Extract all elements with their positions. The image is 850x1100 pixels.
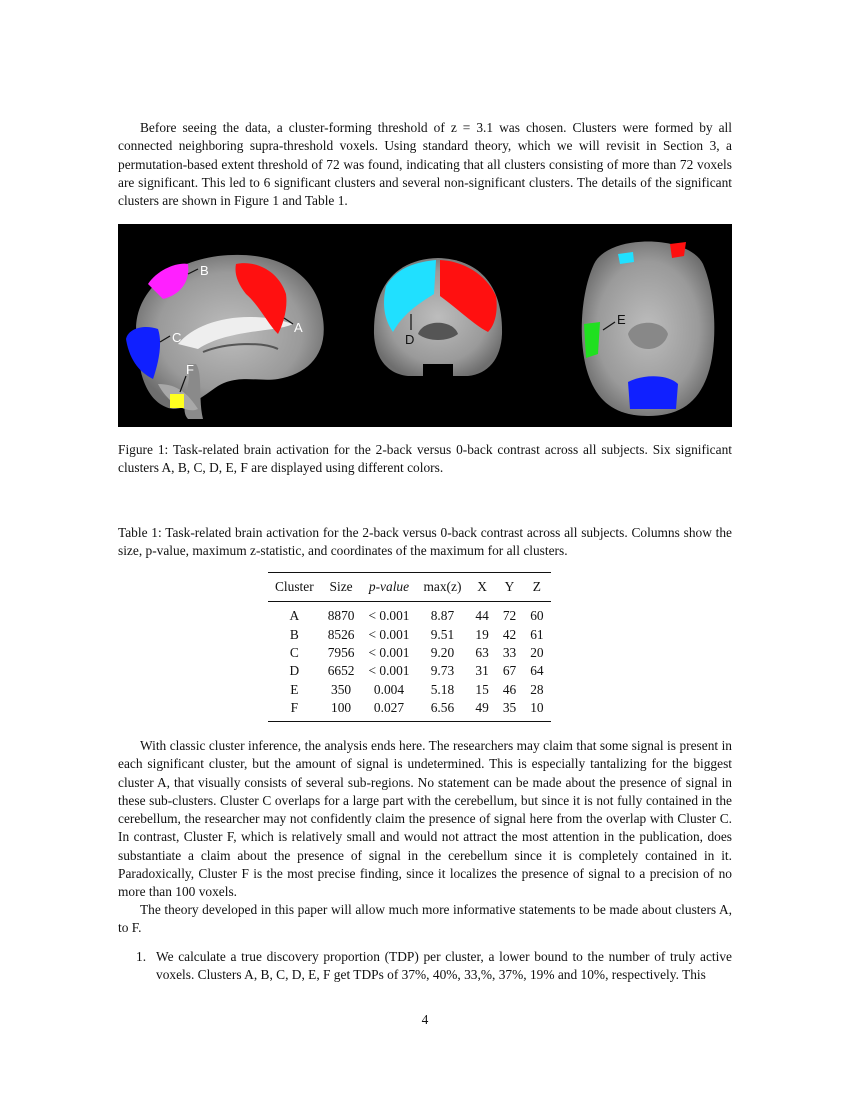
col-z: Z [523, 573, 550, 602]
label-e: E [617, 312, 626, 327]
cell: C [289, 645, 299, 661]
cell: 7956 [327, 645, 355, 661]
col-maxz: max(z) [417, 573, 469, 602]
cell: 33 [502, 645, 517, 661]
cell: F [268, 699, 321, 722]
col-pvalue: p-value [361, 573, 416, 602]
cluster-c-region [126, 327, 160, 379]
cell: 42 [502, 626, 517, 642]
cell: 49 [468, 699, 495, 722]
cell: < 0.001 [368, 645, 410, 661]
table-row [268, 699, 551, 722]
cell: A [289, 608, 300, 624]
figure-brain-activation [118, 224, 732, 427]
label-d: D [405, 332, 415, 347]
cluster-e-region [584, 322, 600, 358]
cell: < 0.001 [368, 608, 410, 624]
paragraph-theory: The theory developed in this paper will allow much more informative statements to be made about clusters A, to F. [118, 902, 732, 936]
cell: < 0.001 [368, 626, 410, 642]
table-caption: Table 1: Task-related brain activation for the 2-back versus 0-back contrast across all subjects. Columns show the size, p-value, maximum z-statistic, and coordinates of the maximum for all clusters. [118, 525, 732, 559]
figure-caption: Figure 1: Task-related brain activation for the 2-back versus 0-back contrast across all subjects. Six significant clusters A, B, C, D, E, F are displayed using different colors. [118, 442, 732, 476]
label-b: B [200, 263, 209, 278]
table-row [268, 602, 551, 626]
table-header-row [268, 573, 551, 602]
paragraph-threshold: Before seeing the data, a cluster-forming threshold of z = 3.1 was chosen. Clusters were formed by all connected neighboring supra-threshold voxels. Using standard theory, which we will revisit in Section 3, a permutation-based extent threshold of 72 was found, indicating that all clusters consisting of more than 72 voxels are significant. This led to 6 significant clusters and several non-significant clusters. The details of the significant clusters are shown in Figure 1 and Table 1. [118, 120, 732, 209]
label-a: A [294, 320, 303, 335]
cell: 350 [331, 681, 352, 697]
cluster-a-region-axial [670, 242, 686, 258]
cell: 46 [502, 681, 517, 697]
table-row [268, 662, 551, 680]
cell: 6.56 [417, 699, 469, 722]
cell: 0.004 [373, 681, 405, 697]
cell: 44 [475, 608, 489, 624]
list-item-text: We calculate a true discovery proportion (TDP) per cluster, a lower bound to the number of truly active voxels. Clusters A, B, C, D, E, F get TDPs of 37%, 40%, 33,%, 37%, 19% and 10%, respectively. This [156, 949, 732, 983]
cell: 72 [502, 608, 517, 624]
table-row [268, 644, 551, 662]
table-row [268, 680, 551, 698]
list-item [136, 948, 732, 985]
cell: 28 [530, 681, 544, 697]
paragraph-classic-inference: With classic cluster inference, the analysis ends here. The researchers may claim that some signal is present in each significant cluster, but the amount of signal is undetermined. This is especially tantalizing for the biggest cluster A, that visually consists of several sub-regions. No statement can be made about the presence of signal in these sub-clusters. Cluster C overlaps for a large part with the cerebellum, but since it is not fully contained in the cerebellum, the researcher may not confidently claim the presence of signal here from the overlap with Cluster C. In contrast, Cluster F, which is relatively small and would not attract the most attention in the publication, does substantiate a claim about the presence of signal in the cerebellum since it is completely contained in it. Paradoxically, Cluster F is the most precise finding, since it localizes the presence of signal to a precision of no more than 100 voxels. [118, 738, 732, 900]
col-size: Size [321, 573, 362, 602]
cell: 60 [530, 608, 544, 624]
cell: 0.027 [361, 699, 416, 722]
results-table [268, 572, 551, 722]
cell: 9.20 [430, 645, 455, 661]
cell: 31 [475, 663, 489, 679]
cell: 9.73 [430, 663, 455, 679]
col-x: X [468, 573, 495, 602]
cell: 20 [530, 645, 544, 661]
col-y: Y [496, 573, 523, 602]
cell: 35 [496, 699, 523, 722]
cluster-c-region-axial [628, 376, 678, 409]
label-c: C [172, 330, 182, 345]
cell: 19 [475, 626, 489, 642]
cell: 64 [530, 663, 544, 679]
cell: 67 [502, 663, 517, 679]
cell: D [289, 663, 300, 679]
cell: B [289, 626, 299, 642]
list-item-number: 1. [136, 949, 147, 964]
cell: 15 [475, 681, 489, 697]
cell: E [290, 681, 299, 697]
coronal-slice [374, 258, 502, 384]
numbered-list [118, 948, 732, 985]
label-f: F [186, 362, 194, 377]
cell: 100 [321, 699, 362, 722]
cell: 8870 [327, 608, 355, 624]
col-cluster: Cluster [268, 573, 321, 602]
cell: 9.51 [430, 626, 455, 642]
cell: 10 [523, 699, 550, 722]
cell: 5.18 [430, 681, 455, 697]
axial-slice [582, 242, 715, 417]
cell: < 0.001 [368, 663, 410, 679]
cell: 8.87 [430, 608, 455, 624]
cell: 8526 [327, 626, 355, 642]
cell: 6652 [327, 663, 355, 679]
page-number: 4 [421, 1012, 429, 1027]
brain-slices-svg [118, 224, 732, 427]
cluster-f-region [170, 394, 184, 408]
cell: 63 [475, 645, 489, 661]
cluster-d-region-axial [618, 252, 634, 264]
cell: 61 [530, 626, 544, 642]
table-row [268, 626, 551, 644]
sagittal-slice [126, 255, 324, 419]
